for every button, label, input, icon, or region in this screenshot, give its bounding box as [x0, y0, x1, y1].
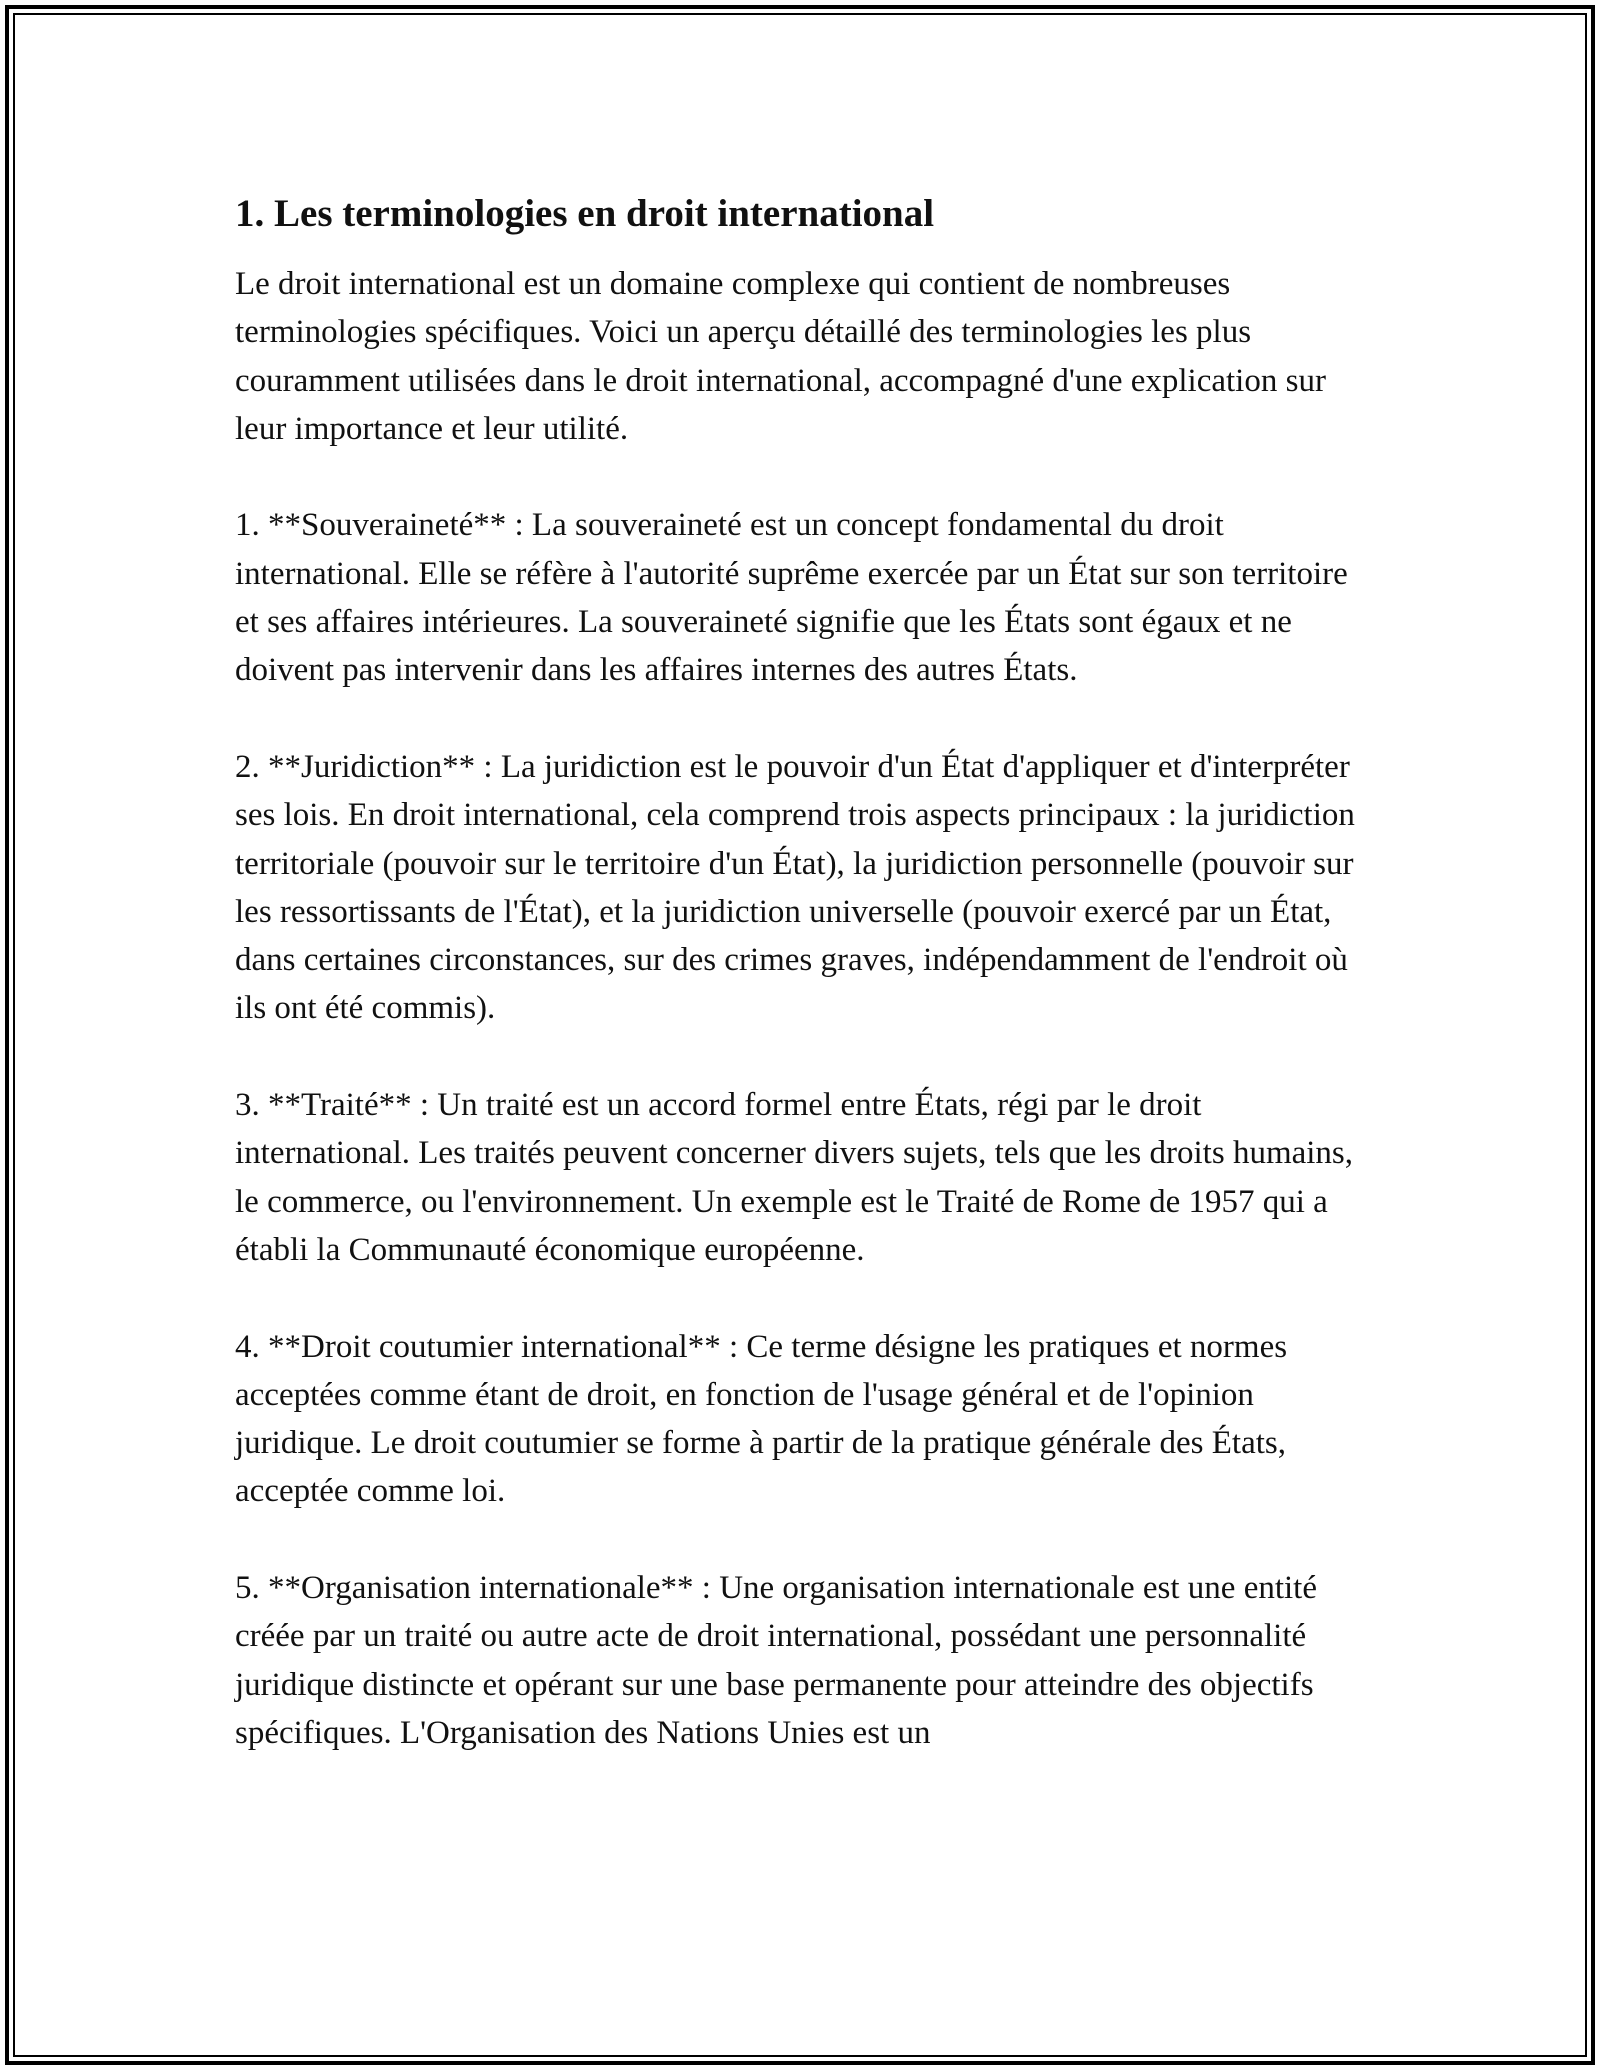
term-traite-paragraph: 3. **Traité** : Un traité est un accord formel entre États, régi par le droit international. Les traités peuvent concerner divers sujets, tels que les droits humains, le commerce, ou l'environnement. Un exemple est le Traité de Rome de 1957 qui a établi la Communauté économique européenne. — [235, 1087, 1354, 1268]
term-juridiction-paragraph: 2. **Juridiction** : La juridiction est le pouvoir d'un État d'appliquer et d'interpréter ses lois. En droit international, cela comprend trois aspects principaux : la juridiction territoriale (pouvoir sur le territoire d'un État), la juridiction personnelle (pouvoir sur les ressortissants de l'État), et la juridiction universelle (pouvoir exercé par un État, dans certaines circonstances, sur des crimes graves, indépendamment de l'endroit où ils ont été commis). — [235, 748, 1355, 1027]
term-organisation-internationale-paragraph: 5. **Organisation internationale** : Une organisation internationale est une entité créée par un traité ou autre acte de droit international, possédant une personnalité juridique distincte et opérant sur une base permanente pour atteindre des objectifs spécifiques. L'Organisation des Nations Unies est un — [235, 1570, 1317, 1751]
document-body — [235, 188, 1365, 1806]
term-souverainete-paragraph: 1. **Souveraineté** : La souveraineté est un concept fondamental du droit international. Elle se réfère à l'autorité suprême exercée par un État sur son territoire et ses affaires intérieures. La souveraineté signifie que les États sont égaux et ne doivent pas intervenir dans les affaires internes des autres États. — [235, 507, 1348, 689]
document-title: 1. Les terminologies en droit international — [235, 192, 935, 235]
intro-paragraph: Le droit international est un domaine complexe qui contient de nombreuses terminologies spécifiques. Voici un aperçu détaillé des terminologies les plus couramment utilisées dans le droit international, accompagné d'une explication sur leur importance et leur utilité. — [235, 266, 1326, 447]
term-droit-coutumier-paragraph: 4. **Droit coutumier international** : Ce terme désigne les pratiques et normes acceptées comme étant de droit, en fonction de l'usage général et de l'opinion juridique. Le droit coutumier se forme à partir de la pratique générale des États, acceptée comme loi. — [235, 1328, 1288, 1510]
